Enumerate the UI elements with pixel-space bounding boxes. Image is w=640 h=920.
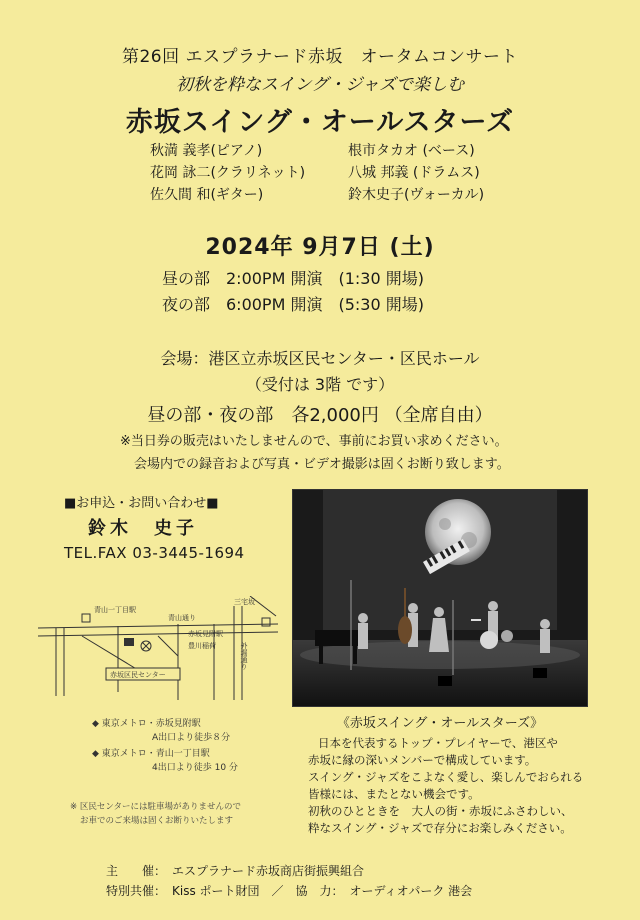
contact-phone: TEL.FAX 03-3445-1694 [64,544,245,562]
organizer-line: 主 催： エスプラナード赤坂商店街振興組合 [106,864,365,878]
access-route-2: ◆ 東京メトロ・青山一丁目駅 [92,749,210,759]
concert-date: 2024年 9月7日 (土) [205,235,435,260]
access-route-2-line: 東京メトロ・青山一丁目駅 [101,749,210,759]
map-label-venue: 赤坂区民センター [110,671,166,679]
venue-location: 会場：港区立赤坂区民センター・区民ホール [160,349,480,368]
band-desc-line-2: 赤坂に縁の深いメンバーで構成しています。 [308,753,537,767]
day-show-time: 昼の部 2:00PM 開演 (1:30 開場) [162,269,424,288]
map-label-toyokawa: 豊川稲荷 [188,642,216,650]
map-label-aoyama: 青山一丁目駅 [94,606,136,614]
member-left-2: 花岡 詠二(クラリネット) [150,165,306,181]
member-right-2: 八城 邦義 (ドラムス) [348,165,480,181]
ticket-note: ※当日券の販売はいたしませんので、事前にお買い求めください。 [120,434,508,449]
member-left-1: 秋満 義孝(ピアノ) [150,143,263,159]
member-right-1: 根市タカオ (ベース) [348,143,475,159]
band-desc-line-3: スイング・ジャズをこよなく愛し、楽しんでおられる [308,770,584,784]
band-title: 赤坂スイング・オールスターズ [125,107,515,138]
sponsor-line: 特別共催： Kiss ポート財団 ／ 協 力： オーディオパーク 港会 [106,884,473,898]
band-desc-line-6: 粋なスイング・ジャズで存分にお楽しみください。 [308,821,572,835]
access-route-1: ◆ 東京メトロ・赤坂見附駅 [92,719,201,729]
map-label-sanno: 三宅坂 [234,598,255,606]
band-photo [292,489,588,707]
recording-note: 会場内での録音および写真・ビデオ撮影は固くお断り致します。 [134,457,510,472]
parking-note-2: お車でのご来場は固くお断りいたします [80,816,234,826]
venue-marker [124,638,134,646]
access-route-2-walk: 4出口より徒歩 10 分 [152,763,238,773]
parking-note-1: ※ 区民センターには駐車場がありませんので [70,802,241,812]
event-tagline: 初秋を粋なスイング・ジャズで楽しむ [176,75,464,95]
aoyama-station-marker [82,614,90,622]
band-desc-line-5: 初秋のひとときを 大人の街・赤坂にふさわしい、 [308,804,573,818]
band-desc-line-4: 皆様には、またとない機会です。 [308,787,480,801]
access-route-1-line: 東京メトロ・赤坂見附駅 [101,719,201,729]
map-label-aoyama-dori: 青山通り [168,614,196,622]
event-series-title: 第26回 エスプラナード赤坂 オータムコンサート [121,47,519,67]
map-label-sotobori: 外堀通り [240,642,248,670]
night-show-time: 夜の部 6:00PM 開演 (5:30 開場) [162,295,424,314]
band-desc-line-1: 日本を代表するトップ・プレイヤーで、港区や [318,736,558,750]
member-left-3: 佐久間 和(ギター) [150,187,264,203]
member-right-3: 鈴木史子(ヴォーカル) [348,187,485,203]
map-label-akasaka-mitsuke: 赤坂見附駅 [188,630,223,638]
contact-name: 鈴木 史子 [88,518,198,539]
band-caption: 《赤坂スイング・オールスターズ》 [336,716,544,731]
access-map [38,596,278,708]
access-route-1-walk: A出口より徒歩８分 [152,733,231,743]
contact-heading: ■お申込・お問い合わせ■ [64,496,219,511]
akasaka-station-marker [262,618,270,626]
ticket-price: 昼の部・夜の部 各2,000円 （全席自由） [147,405,493,426]
reception-floor: （受付は 3階 です） [245,375,395,394]
